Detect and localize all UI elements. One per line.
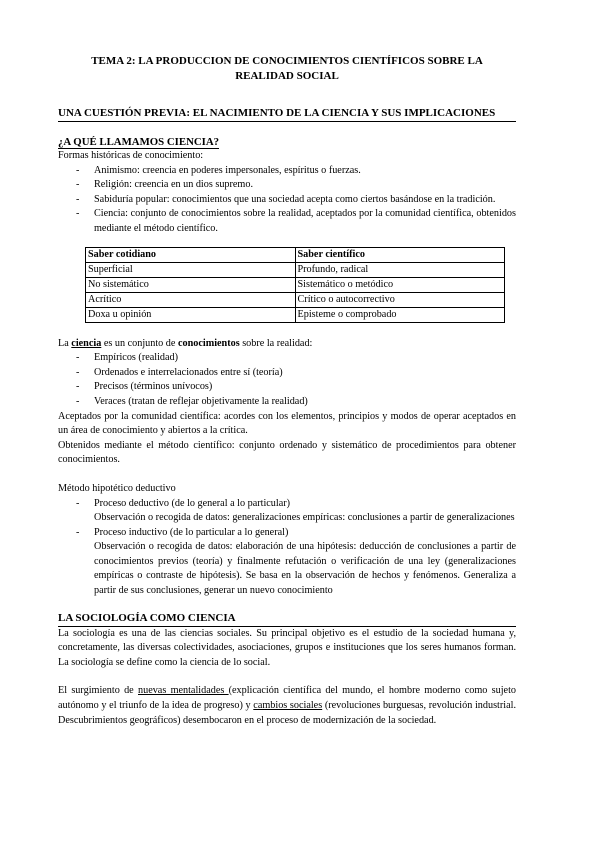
knowledge-comparison-table [85,247,505,323]
method-list [58,497,516,599]
p2-social-changes: cambios sociales [253,700,323,712]
section-heading-sociology: LA SOCIOLOGÍA COMO CIENCIA [58,611,516,627]
forms-item: - Animismo: creencia en poderes impersonales, espíritus o fuerzas. [76,164,516,179]
p2-c: (revoluciones burguesas, revolución industrial. Descubrimientos geográficos) desembocaron en el proceso de modernización de la sociedad. [58,700,516,726]
def-pre: La [58,337,72,349]
table-cell: Doxa u opinión [86,307,296,322]
p2-a: El surgimiento de [58,685,138,697]
table-cell: Superficial [86,262,296,277]
deductive-label: Proceso deductivo (de lo general a lo particular) [94,497,291,509]
p2-new-mentalities: nuevas mentalidades [138,685,229,697]
property-item: - Ordenados e interrelacionados entre sí (teoría) [76,366,516,381]
table-row [86,262,505,277]
table-row [86,292,505,307]
p2-b: (explicación científica del mundo, el hombre moderno como sujeto autónomo y el triunfo de la idea de progreso) y [58,685,517,712]
inductive-label: Proceso inductivo (de lo particular a lo general) [94,526,289,538]
section-heading-prior-question: UNA CUESTIÓN PREVIA: EL NACIMIENTO DE LA CIENCIA Y SUS IMPLICACIONES [58,106,516,122]
table-row [86,307,505,322]
subheading-text: ¿A QUÉ LLAMAMOS CIENCIA? [58,136,220,148]
method-heading: Método hipotético deductivo [58,482,176,494]
inductive-text: Observación o recogida de datos: elaboración de una hipótesis: deducción de conclusiones a partir de conocimientos previos (teoría) y finalmente refutación o verificación de una ley (generalizaciones empíricas o contraste de hipótesis). Se basa en la observación de hechos y fenómenos. Generaliza a partir de sus conclusiones, generar un nuevo conocimiento [94,541,516,597]
forms-item: - Religión: creencia en un dios supremo. [76,178,516,193]
forms-item: - Sabiduría popular: conocimientos que una sociedad acepta como ciertos basándose en la tradición. [76,193,516,208]
method-item [76,497,516,526]
forms-item: - Ciencia: conjunto de conocimientos sobre la realidad, aceptados por la comunidad científica, obtenidos mediante el método científico. [76,207,516,236]
def-word-conocimientos: conocimientos [177,337,240,349]
spacer [58,468,516,482]
def-word-ciencia: ciencia [71,337,102,349]
table-cell: Crítico o autocorrectivo [295,292,505,307]
property-item: - Veraces (tratan de reflejar objetivamente la realidad) [76,395,516,410]
properties-list [58,351,516,409]
property-item: - Precisos (términos unívocos) [76,380,516,395]
method-item [76,526,516,599]
science-definition [58,337,516,352]
obtained-paragraph: Obtenidos mediante el método científico: conjunto ordenado y sistemático de procedimientos para obtener conocimientos. [58,439,516,466]
def-mid: es un conjunto de [101,337,178,349]
document-page [58,54,516,728]
table-cell: Acrítico [86,292,296,307]
def-post: sobre la realidad: [239,337,313,349]
sociology-paragraph-1: La sociología es una de las ciencias sociales. Su principal objetivo es el estudio de la sociedad humana y, concretamente, las diversas colectividades, asociaciones, grupos e instituciones que los seres humanos forman. La sociología se define como la ciencia de lo social. [58,627,516,668]
doc-title-line1: TEMA 2: LA PRODUCCION DE CONOCIMIENTOS CIENTÍFICOS SOBRE LA [91,55,483,67]
forms-list [58,164,516,237]
table-cell: No sistemático [86,277,296,292]
deductive-text: Observación o recogida de datos: generalizaciones empíricas: conclusiones a partir de generalizaciones [94,512,515,524]
table-cell: Profundo, radical [295,262,505,277]
table-cell: Sistemático o metódico [295,277,505,292]
property-item: - Empíricos (realidad) [76,351,516,366]
table-header-row [86,247,505,262]
subheading-what-is-science [58,136,516,149]
spacer [58,670,516,684]
sociology-paragraph-2 [58,684,516,728]
table-row [86,277,505,292]
table-header: Saber cotidiano [86,247,296,262]
doc-title-line2: REALIDAD SOCIAL [235,70,339,82]
accepted-paragraph: Aceptados por la comunidad científica: acordes con los elementos, principios y modos de operar aceptados en un área de conocimiento y abiertos a la crítica. [58,410,516,437]
table-header: Saber científico [295,247,505,262]
table-cell: Episteme o comprobado [295,307,505,322]
forms-intro: Formas históricas de conocimiento: [58,150,204,161]
